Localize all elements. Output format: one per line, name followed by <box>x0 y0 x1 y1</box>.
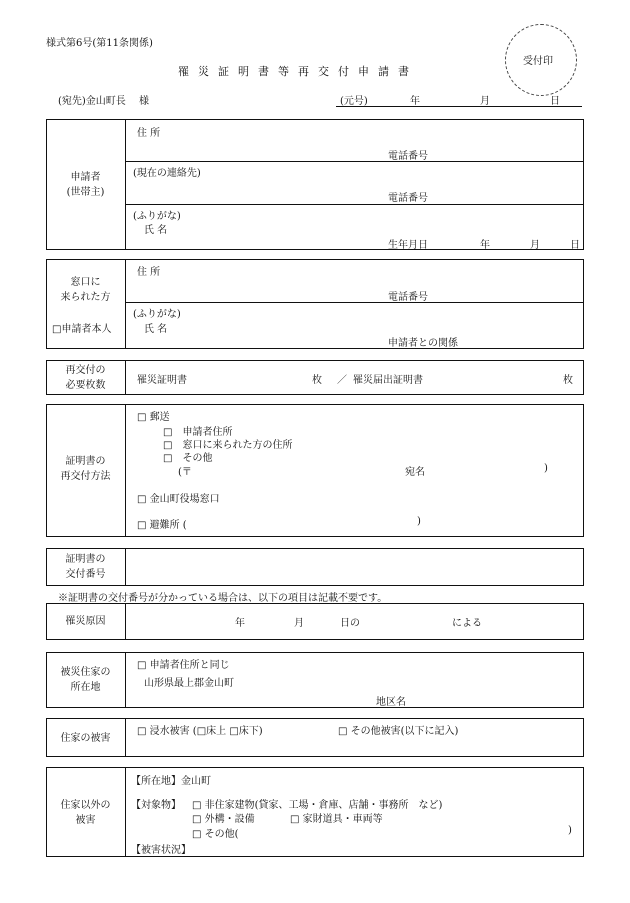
addressee: (宛先)金山町長 様 <box>58 96 149 107</box>
visitor-self-checkbox[interactable]: □申請者本人 <box>52 324 112 335</box>
visitor-name-label: 氏 名 <box>144 324 168 335</box>
mail-applicant-address-checkbox[interactable]: □ 申請者住所 <box>163 427 233 438</box>
reissue-method-section <box>46 404 584 537</box>
divider <box>125 603 126 640</box>
cause-section <box>46 603 584 640</box>
damaged-house-location-section <box>46 652 584 708</box>
house-damage-section <box>46 718 584 757</box>
mail-other-checkbox[interactable]: □ その他 <box>163 453 213 464</box>
cause-month-label: 月 <box>294 618 304 629</box>
visitor-relation-label: 申請者との関係 <box>388 338 458 349</box>
applicant-contact-phone-label: 電話番号 <box>388 193 428 204</box>
page-title: 罹災証明書等再交付申請書 <box>178 65 418 78</box>
applicant-furigana-label: (ふりがな) <box>133 211 181 222</box>
cert-number-heading: 証明書の 交付番号 <box>65 554 106 580</box>
house-damage-heading: 住家の被害 <box>60 733 111 744</box>
mail-checkbox[interactable]: □ 郵送 <box>137 412 170 423</box>
cause-day-label: 日の <box>340 618 360 629</box>
visitor-furigana-label: (ふりがな) <box>133 309 181 320</box>
cause-heading: 罹災原因 <box>65 616 106 627</box>
other-location-label: 【所在地】金山町 <box>131 776 211 787</box>
divider <box>125 204 584 205</box>
cause-year-label: 年 <box>235 618 245 629</box>
date-day-label: 日 <box>550 96 560 107</box>
divider <box>125 718 126 757</box>
applicant-name-label: 氏 名 <box>144 225 168 236</box>
divider <box>125 404 126 537</box>
location-heading: 被災住家の 所在地 <box>60 667 111 693</box>
divider <box>125 259 126 349</box>
shelter-checkbox[interactable]: □ 避難所 ( <box>137 520 187 531</box>
district-label: 地区名 <box>376 697 406 708</box>
applicant-phone-label: 電話番号 <box>388 151 428 162</box>
other-target-checkbox[interactable]: □ その他( <box>192 829 239 840</box>
applicant-dob-month: 月 <box>530 240 540 251</box>
date-underline <box>336 106 582 107</box>
cert-number-section <box>46 548 584 586</box>
non-residential-building-checkbox[interactable]: □ 非住家建物(貸家、工場・倉庫、店舗・事務所 など) <box>192 800 443 811</box>
divider <box>125 119 126 250</box>
postal-code-label: (〒 <box>178 467 192 478</box>
visitor-phone-label: 電話番号 <box>388 292 428 303</box>
recipient-label: 宛名 <box>405 467 425 478</box>
cause-by-label: による <box>452 618 482 629</box>
other-target-close-paren: ) <box>568 825 572 836</box>
same-as-applicant-checkbox[interactable]: □ 申請者住所と同じ <box>137 660 230 671</box>
damage-situation-label: 【被害状況】 <box>131 845 191 856</box>
count-slash: ／ <box>337 375 347 386</box>
household-goods-vehicle-checkbox[interactable]: □ 家財道具・車両等 <box>290 814 383 825</box>
applicant-contact-label: (現在の連絡先) <box>133 168 201 179</box>
date-month-label: 月 <box>480 96 490 107</box>
applicant-address-label: 住 所 <box>137 128 161 139</box>
date-year-label: 年 <box>410 96 420 107</box>
form-number: 様式第6号(第11条関係) <box>46 38 153 49</box>
visitor-address-label: 住 所 <box>137 267 161 278</box>
non-house-damage-heading: 住家以外の 被害 <box>60 800 111 826</box>
recipient-close-paren: ) <box>544 463 548 474</box>
disaster-cert-label: 罹災証明書 <box>137 375 187 386</box>
divider <box>125 161 584 162</box>
visitor-section <box>46 259 584 349</box>
applicant-dob-label: 生年月日 <box>388 240 428 251</box>
date-era[interactable]: (元号) <box>340 96 368 107</box>
town-office-checkbox[interactable]: □ 金山町役場窓口 <box>137 494 220 505</box>
applicant-section <box>46 119 584 250</box>
disaster-report-cert-unit: 枚 <box>563 375 573 386</box>
shelter-close-paren: ) <box>417 516 421 527</box>
cert-number-note: ※証明書の交付番号が分かっている場合は、以下の項目は記載不要です。 <box>58 593 388 604</box>
disaster-cert-unit: 枚 <box>312 375 322 386</box>
divider <box>125 548 126 586</box>
other-damage-checkbox[interactable]: □ その他被害(以下に記入) <box>338 726 459 737</box>
reissue-count-heading: 再交付の 必要枚数 <box>65 365 106 391</box>
reissue-method-heading: 証明書の 再交付方法 <box>60 456 111 482</box>
target-label: 【対象物】 <box>131 800 181 811</box>
applicant-heading: 申請者 (世帯主) <box>66 172 105 198</box>
divider <box>125 360 126 395</box>
divider <box>125 767 126 857</box>
prefecture-town-label: 山形県最上郡金山町 <box>144 678 234 689</box>
mail-visitor-address-checkbox[interactable]: □ 窓口に来られた方の住所 <box>163 440 293 451</box>
disaster-report-cert-label: 罹災届出証明書 <box>353 375 423 386</box>
visitor-heading: 窓口に 来られた方 <box>60 277 111 303</box>
applicant-dob-year: 年 <box>480 240 490 251</box>
reception-stamp-label: 受付印 <box>523 56 553 67</box>
exterior-facility-checkbox[interactable]: □ 外構・設備 <box>192 814 255 825</box>
flood-damage-checkbox[interactable]: □ 浸水被害 (□床上 □床下) <box>137 726 263 737</box>
applicant-dob-day: 日 <box>570 240 580 251</box>
divider <box>125 302 584 303</box>
divider <box>125 652 126 708</box>
